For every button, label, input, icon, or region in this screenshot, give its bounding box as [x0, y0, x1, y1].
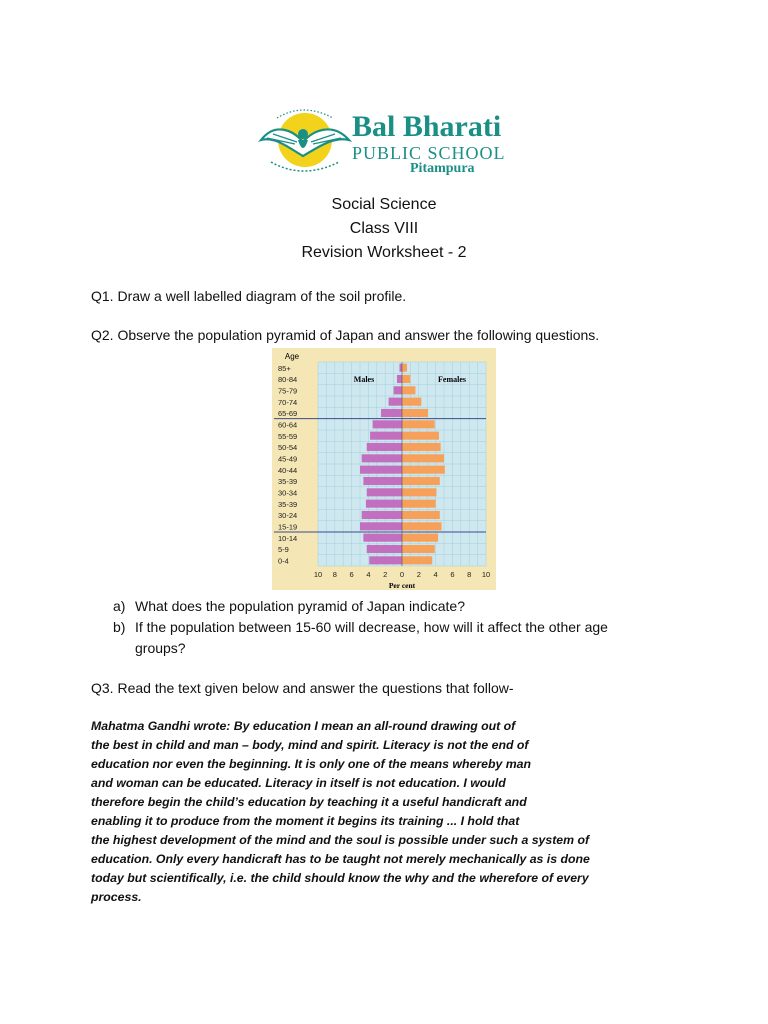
x-tick-label: 2 [416, 570, 421, 579]
x-tick-label: 4 [366, 570, 371, 579]
x-tick-label: 8 [467, 570, 472, 579]
question-2b-continuation: groups? [135, 640, 186, 656]
passage-line: process. [91, 890, 142, 904]
worksheet-title: Revision Worksheet - 2 [301, 244, 467, 261]
x-tick-label: 10 [481, 570, 491, 579]
bar-male [373, 420, 402, 428]
age-tick-label: 35-39 [278, 499, 298, 509]
x-tick-label: 6 [349, 570, 354, 579]
bar-female [402, 511, 440, 519]
age-tick-label: 30-34 [278, 488, 298, 498]
bar-female [402, 545, 435, 553]
bar-male [370, 432, 402, 440]
gandhi-passage [91, 717, 661, 907]
passage-line: and woman can be educated. Literacy in itself is not education. I would [91, 776, 506, 790]
passage-line: today but scientifically, i.e. the child should know the why and the wherefore of every [91, 871, 589, 885]
bar-female [402, 477, 440, 485]
question-3: Q3. Read the text given below and answer the questions that follow- [91, 680, 514, 696]
bar-female [402, 386, 415, 394]
bar-female [402, 443, 441, 451]
school-name: Bal Bharati [352, 110, 502, 143]
age-tick-label: 55-59 [278, 431, 298, 441]
x-tick-label: 10 [313, 570, 323, 579]
age-tick-label: 0-4 [278, 556, 289, 566]
age-tick-label: 70-74 [278, 397, 298, 407]
subject-title: Social Science [331, 196, 437, 213]
age-tick-label: 50-54 [278, 443, 298, 453]
age-tick-label: 85+ [278, 363, 291, 373]
question-2: Q2. Observe the population pyramid of Japan and answer the following questions. [91, 327, 600, 343]
bar-female [402, 488, 436, 496]
x-axis-label: Per cent [388, 581, 416, 590]
bar-male [367, 443, 402, 451]
passage-line: Mahatma Gandhi wrote: By education I mean an all-round drawing out of [91, 719, 516, 733]
bar-male [362, 454, 402, 462]
age-tick-label: 15-19 [278, 522, 298, 532]
y-axis-label: Age [284, 352, 300, 361]
x-tick-label: 6 [450, 570, 455, 579]
question-2a-label: a) [113, 598, 126, 614]
bar-male [394, 386, 402, 394]
question-2a [113, 596, 465, 617]
bar-male [369, 556, 402, 564]
passage-line: therefore begin the child’s education by teaching it a useful handicraft and [91, 795, 527, 809]
bar-male [362, 511, 402, 519]
bar-male [397, 375, 402, 383]
bar-male [360, 522, 402, 530]
bar-female [402, 420, 435, 428]
age-tick-label: 80-84 [278, 375, 298, 385]
school-location: Pitampura [410, 161, 475, 176]
bar-female [402, 454, 444, 462]
question-2b [113, 617, 608, 638]
population-pyramid-chart [272, 348, 496, 590]
x-tick-label: 4 [433, 570, 438, 579]
age-tick-label: 5-9 [278, 545, 289, 555]
bar-male [389, 398, 402, 406]
x-tick-label: 2 [383, 570, 388, 579]
passage-line: education nor even the beginning. It is only one of the means whereby man [91, 757, 532, 771]
bar-female [402, 364, 407, 372]
bar-female [402, 500, 436, 508]
bar-female [402, 409, 428, 417]
question-2b-text: If the population between 15-60 will decrease, how will it affect the other age [135, 619, 608, 635]
bar-male [366, 500, 402, 508]
age-tick-label: 75-79 [278, 386, 298, 396]
passage-line: the highest development of the mind and the soul is possible under such a system of [91, 833, 590, 847]
bar-male [360, 466, 402, 474]
school-subtitle: PUBLIC SCHOOL [352, 143, 506, 163]
question-2a-text: What does the population pyramid of Japan indicate? [135, 598, 465, 614]
age-tick-label: 60-64 [278, 420, 298, 430]
x-tick-label: 8 [332, 570, 337, 579]
passage-line: enabling it to produce from the moment it begins its training ... I hold that [91, 814, 520, 828]
age-tick-label: 35-39 [278, 477, 298, 487]
age-tick-label: 10-14 [278, 533, 298, 543]
bar-male [381, 409, 402, 417]
bar-male [399, 364, 402, 372]
bar-female [402, 432, 439, 440]
bar-female [402, 466, 445, 474]
bar-male [363, 534, 402, 542]
x-tick-label: 0 [399, 570, 405, 579]
bar-female [402, 375, 410, 383]
passage-line: education. Only every handicraft has to be taught not merely mechanically as is done [91, 852, 590, 866]
age-tick-label: 65-69 [278, 409, 298, 419]
bar-male [367, 488, 402, 496]
bar-female [402, 522, 441, 530]
bar-female [402, 556, 432, 564]
question-1: Q1. Draw a well labelled diagram of the soil profile. [91, 288, 407, 304]
age-tick-label: 40-44 [278, 465, 298, 475]
bar-female [402, 534, 438, 542]
bar-male [363, 477, 402, 485]
passage-line: the best in child and man – body, mind and spirit. Literacy is not the end of [91, 738, 529, 752]
bar-female [402, 398, 421, 406]
legend-females: Females [438, 375, 466, 384]
bar-male [367, 545, 402, 553]
age-tick-label: 30-24 [278, 511, 298, 521]
class-title: Class VIII [349, 220, 419, 237]
age-tick-label: 45-49 [278, 454, 298, 464]
question-2b-label: b) [113, 619, 126, 635]
legend-males: Males [353, 375, 375, 384]
logo-figure-icon [298, 129, 308, 139]
